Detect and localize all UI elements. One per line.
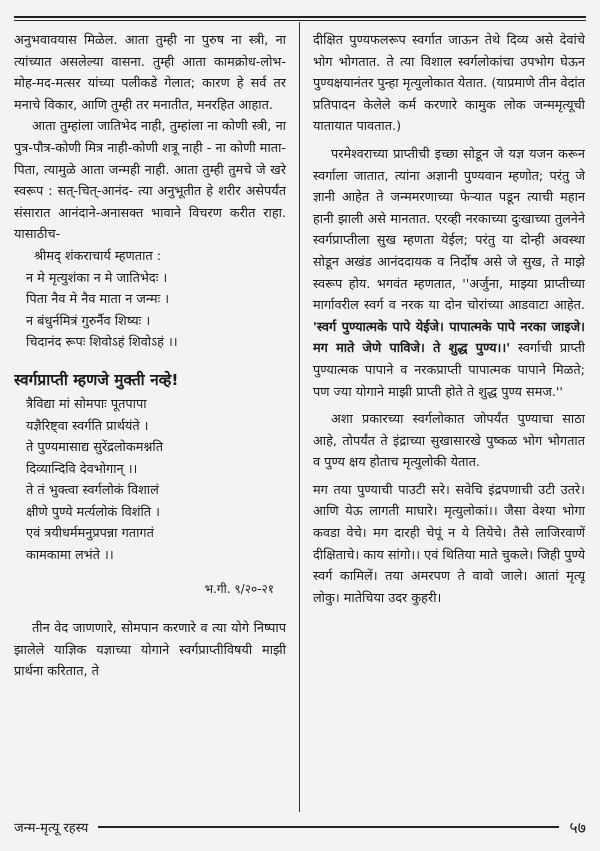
shloka-line: यज्ञैरिष्ट्वा स्वर्गति प्रार्थयंते । [26,418,149,434]
top-rule-thin [14,20,586,21]
shloka-line: कामकामा लभंते ।। [26,548,114,564]
shloka-line: दिव्यान्दिवि देवभोगान् ।। [26,461,138,477]
paragraph [313,144,585,403]
section-heading: स्वर्गप्राप्ती म्हणजे मुक्ती नव्हे! [14,370,179,389]
paragraph: अशा प्रकारच्या स्वर्गलोकात जोपर्यंत पुण्याचा साठा आहे, तोपर्यंत ते इंद्राच्या सुखासारखे पुष्कळ भोग भोगतात व पुण्य क्षय होताच मृत्युलोकी येतात. [313,412,585,471]
quoted-verse: 'स्वर्ग पुण्यात्मके पापे येईजे। पापात्मके पापे नरका जाइजे। मग माते जेणे पाविजे। ते शुद्ध पुण्य।।' [313,319,585,357]
left-column [14,30,286,810]
shloka-line: त्रैविद्या मां सोमपाः पूतपापा [26,396,147,412]
page-footer [14,815,586,839]
paragraph: तीन वेद जाणणारे, सोमपान करणारे व त्या योगे निष्पाप झालेले याज्ञिक यज्ञाच्या योगाने स्वर्गप्राप्तीविषयी माझी प्रार्थना करितात, ते [14,621,286,680]
paragraph-text: परमेश्वराच्या प्राप्तीची इच्छा सोडून जे यज्ञ यजन करून स्वर्गाला जातात, त्यांना अज्ञानी पुण्यवान म्हणोत; परंतु जे ज्ञानी आहेत ते जन्ममरणाच्या फेऱ्यात पडून त्याची महान हानी झाली असे मानतात. एरव्ही नरकाच्या दुःखाच्या तुलनेने स्वर्गप्राप्तीला सुख म्हणता येईल; परंतु या दोन्ही अवस्था सोडून अखंड आनंददायक व निर्दोष असे जे सुख, ते माझे स्वरूप होय. भगवंत म्हणतात, ''अर्जुना, माझ्या प्राप्तीच्या मार्गावरील स्वर्ग व नरक या दोन चोरांच्या आडवाटा आहेत. [313,146,585,314]
paragraph: आता तुम्हांला जातिभेद नाही, तुम्हांला ना कोणी स्त्री, ना पुत्र-पौत्र-कोणी मित्र नाही-कोणी शत्रू नाही - ना कोणी माता-पिता, त्यामुळे आता जन्मही नाही. आता तुम्ही तुमचे जे खरे स्वरूप : सत्-चित्-आनंद- त्या अनुभूतीत हे शरीर असेपर्यंत संसारात आनंदाने-अनासक्त भावाने विचरण करीत राहा. यासाठीच- [14,119,286,243]
shloka-block [14,394,286,567]
column-divider [299,22,300,812]
paragraph: दीक्षित पुण्यफलरूप स्वर्गात जाऊन तेथे दिव्य असे देवांचे भोग भोगतात. ते त्या विशाल स्वर्गलोकांचा उपभोग घेऊन पुण्यक्षयानंतर पुन्हा मृत्युलोकात येतात. (याप्रमाणे तीन वेदांत प्रतिपादन केलेले कर्म करणारे कामुक लोक जन्ममृत्यूची यातायात पावतात.) [313,33,585,135]
footer-title: जन्म-मृत्यू रहस्य [14,821,89,836]
footer-rule [98,826,559,828]
page-number: ५७ [569,818,586,837]
verse-paragraph: मग तया पुण्याची पाउटी सरे। सवेचि इंद्रपणाची उटी उतरे। आणि येऊ लागती माघारे। मृत्युलोकां।। जैसा वेश्या भोगा कवडा वेचे। मग दारही चेपूं न ये तियेचे। तैसे लाजिरवाणें दीक्षिताचे। काय सांगो।। एवं थितिया माते चुकले। जिही पुण्ये स्वर्ग कामिलें। तया अमरपण ते वावो जाले। आतां मृत्यू लोकु। मातेचिया उदर कुहरी। [313,482,585,606]
shloka-line: ते पुण्यमासाद्य सुरेंद्रलोकमश्नति [26,440,164,456]
shloka-line: क्षीणे पुण्ये मर्त्यलोकं विशंति । [26,504,160,520]
paragraph-text: स्वर्गाची प्राप्ती पुण्यात्मक पापाने व नरकप्राप्ती पापात्मक पापाने मिळते; पण ज्या योगाने माझी प्राप्ती होते ते शुद्ध पुण्य समज.'' [313,341,585,400]
shloka-line: पिता नैव मे नैव माता न जन्मः । [26,292,170,308]
shloka-line: ते तं भुक्त्वा स्वर्गलोकं विशालं [26,483,159,499]
shloka-line: न बंधुर्नमित्रं गुरुर्नैव शिष्यः । [26,313,151,329]
right-column [313,30,585,810]
shloka-line: चिदानंद रूपः शिवोऽहं शिवोऽहं ।। [26,335,178,351]
shloka-intro: श्रीमद् शंकराचार्य म्हणतात : [34,248,162,264]
paragraph: अनुभवावयास मिळेल. आता तुम्ही ना पुरुष ना स्त्री, ना त्यांच्यात असलेल्या वासना. तुम्ही आता कामक्रोध-लोभ-मोह-मद-मत्सर यांच्या पलीकडे गेलात; कारण हे सर्व तर मनाचे विकार, आणि तुम्ही तर मनातीत, मनरहित आहात. [14,33,286,113]
top-rule [14,16,586,18]
shloka-reference: भ.गी. ९/२०-२१ [204,581,274,596]
shloka-line: एवं त्रयीधर्ममनुप्रपन्ना गतागतं [26,526,154,542]
shloka-block [14,268,286,354]
shloka-line: न मे मृत्युशंका न मे जातिभेदः । [26,270,168,286]
